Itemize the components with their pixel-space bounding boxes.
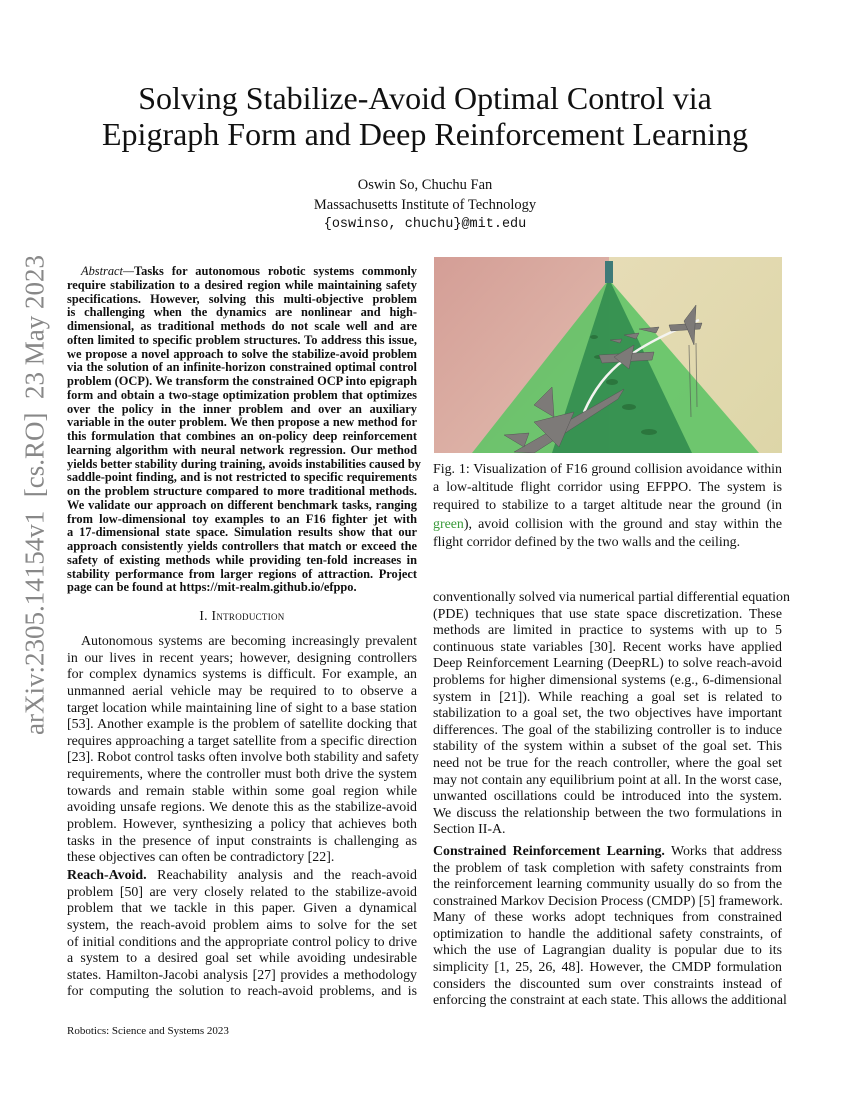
text-line: system, the reach-avoid problem aims to solve for the set [67,917,417,933]
text-line: avoiding unsafe regions. We denote this as the stabilize-avoid [67,800,417,816]
text-line: unwanted oscillations could be introduced into the system. [433,789,782,805]
text-line: optimization to handle the additional safety constraints, of [433,926,782,942]
text-line: tasks in the presence of input constraints is challenging as [67,833,417,849]
text-line: for complex dynamics systems is difficult. For example, an [67,667,417,683]
paragraph [433,590,790,839]
abstract-line: approach consistently yields controllers that match or exceed the [67,539,417,553]
text-run: Tasks for autonomous robotic systems commonly [134,264,417,278]
text-line [67,868,417,885]
text-line: states. Hamilton-Jacobi analysis [27] provides a methodology [67,967,417,983]
abstract-line: this formulation that combines an on-policy deep reinforcement [67,429,417,443]
figure-caption [433,461,782,552]
text-line: considers the discounted sum over constraints instead of [433,976,782,992]
text-line: these objectives can often be contradictory [22]. [67,850,335,866]
abstract-line: from low-dimensional toy examples to an F16 fighter jet with [67,511,417,526]
abstract-line: on the problem structure compared to more traditional methods. [67,484,417,498]
text-line: Autonomous systems are becoming increasingly prevalent [81,634,417,649]
title-line: Solving Stabilize-Avoid Optimal Control via [138,80,712,116]
text-line: We discuss the relationship between the two formulations in [433,805,782,821]
paragraph [433,843,787,1010]
text-line: problems for higher dimensional systems (e.g., 6-dimensional [433,672,782,688]
caption-line: flight corridor defined by the two walls and the ceiling. [433,534,741,550]
text-run: Reachability analysis and the reach-avoid [146,867,417,883]
text-line [433,844,782,861]
text-line: unmanned aerial vehicle may be required to to observe a [67,683,417,699]
abstract-line: problem (OCP). We transform the constrained OCP into epigraph [67,374,417,388]
text-line: a system to a desired goal set while avoiding undesirable [67,951,417,967]
abstract-line: specifications. However, solving this multi-objective problem [67,291,417,306]
abstract-line: learning algorithm with neural network regression. Our method [67,442,417,457]
author-email: {oswinso, chuchu}@mit.edu [323,217,527,232]
abstract-line: variable in the outer problem. We then propose a new method for [67,415,417,430]
text-line: the problem of task completion with safety constraints from [433,860,782,876]
text-line: conventionally solved via numerical partial differential equation [433,590,790,605]
text-line: [53]. Another example is the problem of satellite docking that [67,717,417,733]
abstract-line: safety of existing methods while providing ten-fold increases in [67,552,417,567]
abstract-line [67,265,417,279]
text-line: problem that we tackle in this paper. Given a dynamical [67,901,417,917]
abstract [67,264,421,595]
text-line: which the use of Lagrangian duality is popular due to its [433,943,782,959]
text-run: Works that address [664,843,783,859]
abstract-line: We validate our approach on different benchmark tasks, ranging [67,497,417,512]
text-line: constrained Markov Decision Process (CMDP) [5] framework. [433,893,783,909]
text-line: problem. However, synthesizing a policy that achieves both [67,817,417,833]
abstract-line: we propose a novel approach to solve the stabilize-avoid problem [67,346,417,361]
paragraph [67,868,417,1001]
text-line: continuous state variables [30]. Recent works have applied [433,639,782,655]
paragraph-heading: Reach-Avoid. [67,867,147,883]
caption-green-word: green [433,516,464,532]
caption-line: Fig. 1: Visualization of F16 ground collision avoidance within [433,462,782,477]
abstract-line: via the solution of an infinite-horizon constrained optimal control [67,360,417,375]
figure-f16-visualization [434,257,782,453]
left-column-body [67,634,417,1002]
abstract-line: saddle-point finding, and is not restricted to specific requirements [67,470,417,485]
text-line: stabilization to a goal set, the two objectives have important [433,706,782,722]
abstract-line: often limited to specific problem structures. To address this issue, [67,332,417,347]
text-line: (PDE) techniques that use state space discretization. These [433,606,782,622]
abstract-line: form and obtain a two-stage optimization problem that optimizes [67,387,417,402]
abstract-line: over the policy in the inner problem and over an auxiliary [67,401,417,416]
right-column-body [433,590,790,1011]
text-line: differences. The goal of the stabilizing controller is to induce [433,722,782,738]
text-line: problem [50] are very closely related to the stabilize-avoid [67,884,417,900]
corridor-end [605,261,613,283]
text-line: target location while maintaining line of sight to a base station [67,700,417,716]
affiliation: Massachusetts Institute of Technology [313,196,537,213]
abstract-line: yields better stability during training, avoids instabilities caused by [67,456,421,471]
caption-line: a low-altitude flight corridor using EFPPO. The system is [433,480,782,496]
text-line: for computing the solution to reach-avoid problems, and is [67,984,417,1000]
paper-title [0,80,850,152]
abstract-line: a 17-dimensional state space. Simulation results show that our [67,525,417,540]
paragraph [67,634,417,867]
abstract-line: stability performance from larger regions of attraction. Project [67,566,417,581]
text-line: Section II-A. [433,822,506,838]
arxiv-identifier: arXiv:2305.14154v1 [cs.RO] 23 May 2023 [19,255,50,735]
text-line: towards and remain stable within some goal region while [67,783,417,799]
abstract-line: is challenging when the dynamics are nonlinear and high- [67,305,417,320]
text-line: in our lives in recent years; however, designing controllers [67,650,417,666]
text-line: stability of the system within a subset of the goal set. This [433,739,782,755]
text-line: methods are limited in practice to systems with up to 5 [433,623,782,639]
footer-venue: Robotics: Science and Systems 2023 [67,1025,229,1037]
text-line: need not be true for the reach controller, where the goal set [433,755,782,771]
text-line: Many of these works adopt techniques from constrained [433,910,782,926]
text-line: requirements, where the controller must both drive the system [67,767,417,783]
text-line: the reinforcement learning community usually do so from the [433,877,782,893]
abstract-label: Abstract— [81,264,135,278]
author-names: Oswin So, Chuchu Fan [357,177,493,193]
author-block [0,176,850,235]
abstract-line: require stabilization to a desired region while maintaining safety [67,277,417,292]
abstract-line: page can be found at https://mit-realm.github.io/efppo. [67,580,357,595]
caption-line [433,516,782,534]
abstract-line: dimensional, as traditional methods do not scale well and are [67,319,417,333]
text-line: [23]. Robot control tasks often involve both stability and safety [67,750,419,766]
text-line: of initial conditions and the appropriate control policy to drive [67,934,417,950]
title-line: Epigraph Form and Deep Reinforcement Learning [102,116,748,152]
text-line: enforcing the constraint at each state. This allows the additional [433,993,787,1009]
caption-line: required to stabilize to a target altitude near the ground (in [433,498,782,514]
text-run: ), avoid collision with the ground and stay within the [463,516,782,532]
section-heading-introduction: I. Introduction [199,608,285,623]
text-line: system in [21]). While reaching a goal set is related to [433,689,782,705]
text-line: may not contain any equilibrium point at all. In the worst case, [433,772,782,788]
text-line: simplicity [1, 25, 26, 48]. However, the CMDP formulation [433,960,782,976]
paragraph-heading: Constrained Reinforcement Learning. [433,843,665,859]
text-line: requires approaching a target satellite from a specific direction [67,733,417,749]
text-line: Deep Reinforcement Learning (DeepRL) to solve reach-avoid [433,656,782,672]
